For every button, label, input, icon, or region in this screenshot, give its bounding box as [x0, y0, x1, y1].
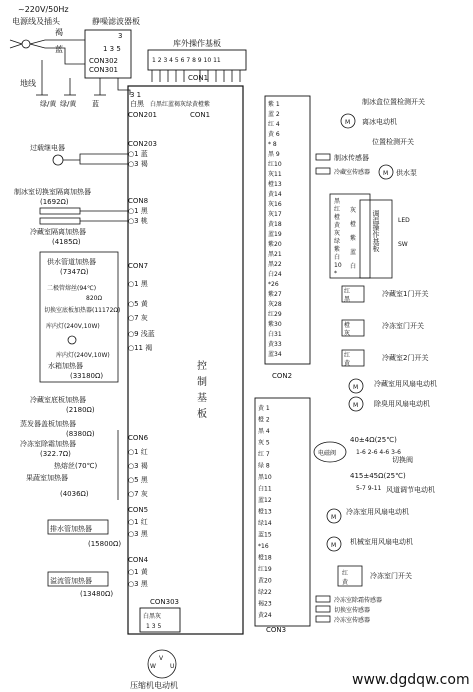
con2-pin: 灰11 — [268, 171, 282, 178]
overload-relay-label: 过载继电器 — [30, 144, 65, 152]
con7-pin9: ○9 浅蓝 — [128, 330, 155, 338]
plug-label: 电源线及插头 — [12, 17, 60, 26]
machine-fan-label: 机械室用风扇电动机 — [350, 538, 413, 546]
con3-label: CON3 — [266, 626, 287, 634]
lamp1-label: 库内灯(240V,10W) — [46, 323, 100, 330]
con4-pin1: ○1 黄 — [128, 568, 148, 576]
defrost-sensor-label: 冷冻室除霜传感器 — [334, 597, 383, 604]
evap-heater-label: 蒸发器盖板加热器 — [20, 420, 76, 428]
con203-pin3: ○3 褐 — [128, 160, 148, 168]
con201-pins: 3 1 — [130, 91, 142, 99]
con3-pin: 绿22 — [258, 589, 272, 596]
svg-text:M: M — [331, 514, 337, 521]
con7-label: CON7 — [128, 262, 149, 270]
blue-label-2: 蓝 — [92, 100, 99, 108]
led-board-color-right: 灰 — [350, 207, 357, 214]
led-board-color-right: 蓝 — [350, 249, 357, 256]
switch-valve-label: 切换阀 — [392, 456, 413, 464]
ext-board-title: 库外操作基板 — [173, 39, 221, 48]
con303-label: CON303 — [150, 598, 179, 606]
ice-sensor-icon — [316, 154, 330, 160]
vegetable-heater-ohm: (4036Ω) — [60, 490, 89, 498]
led-board-color-left: 橙 — [334, 214, 341, 221]
con2-pin: 红 4 — [268, 121, 280, 128]
con3-pin: 白11 — [258, 485, 272, 493]
led-board-color-left: 10 — [334, 262, 342, 269]
voltage-label: ~220V/50Hz — [18, 5, 69, 14]
overflow-heater-label: 溢流管加热器 — [50, 577, 92, 585]
ground-label: 地线 — [20, 79, 36, 88]
con7-pin7: ○7 灰 — [128, 314, 148, 322]
fridge-door1-label: 冷藏室1门开关 — [382, 290, 429, 298]
con4-label: CON4 — [128, 556, 149, 564]
water-tank-heater-label: 水箱加热器 — [48, 362, 83, 370]
drain-heater-ohm: (15800Ω) — [88, 540, 122, 548]
con3-pin: 红 7 — [258, 451, 270, 458]
fridge-door2-label: 冷藏室2门开关 — [382, 354, 429, 362]
led-board-color-left: 灰 — [334, 230, 341, 237]
con2-pin: 黄 6 — [268, 131, 280, 138]
con2-pin: 紫30 — [268, 321, 282, 328]
terminal-w: W — [150, 663, 156, 670]
thermal-fuse-label: 热熔丝(70℃) — [54, 462, 98, 470]
water-tank-heater-ohm: (33180Ω) — [70, 372, 104, 380]
con3-pin: 红19 — [258, 566, 272, 573]
con2-pin: 黄14 — [268, 191, 282, 198]
con3-pin: 橙13 — [258, 508, 272, 516]
water-pipe-heater-label: 供水管道加热器 — [47, 258, 96, 266]
valve-pins2: 5-7 9-11 — [356, 485, 382, 492]
con301-label: CON301 — [89, 66, 118, 74]
con2-pin: 红29 — [268, 311, 282, 318]
con3-pin: 黄20 — [258, 577, 272, 585]
filter-title: 静噪滤波器板 — [92, 17, 140, 26]
con2-pin: 紫20 — [268, 241, 282, 248]
ext-board-pins: 1 2 3 4 5 6 7 8 9 10 11 — [152, 57, 221, 64]
temp-board-label: 调温操作基板 — [372, 210, 380, 252]
con2-pin: 白24 — [268, 271, 282, 278]
ext-con1-label: CON1 — [188, 74, 209, 82]
switch-heater-label: 制冰室切换室隔离加热器 — [14, 188, 91, 196]
door2-color-orange: 橙 — [344, 322, 351, 329]
con2-pin: 红10 — [268, 161, 282, 168]
water-pipe-heater-ohm: (7347Ω) — [60, 268, 89, 276]
con2-pin-list — [268, 100, 282, 358]
switch-heater-ohm: (1692Ω) — [40, 198, 69, 206]
led-board-color-left: 黄 — [334, 222, 341, 229]
freezer-sensor-label: 冷冻室传感器 — [334, 617, 371, 624]
con6-pin5: ○5 黑 — [128, 476, 148, 484]
evap-heater-ohm: (8380Ω) — [66, 430, 95, 438]
defrost-heater-label: 冷冻室除霜加热器 — [20, 440, 76, 448]
con3-pin: 绿 8 — [258, 462, 270, 470]
position-switch-label: 位置检测开关 — [372, 138, 414, 146]
control-board-title: 控制基板 — [194, 360, 206, 424]
led-board-color-left: * — [334, 270, 337, 277]
con2-pin: 灰28 — [268, 301, 282, 308]
door3-color-yellow: 黄 — [344, 360, 351, 367]
fridge-fan-label: 冷藏室用风扇电动机 — [374, 380, 437, 388]
con3-pin: 蓝15 — [258, 531, 272, 539]
door1-color-red: 红 — [344, 288, 351, 295]
con2-pin: 紫27 — [268, 291, 282, 298]
led-board-color-right: 白 — [350, 263, 357, 270]
left-connectors — [14, 140, 157, 598]
con2-pin: 蓝 2 — [268, 111, 280, 118]
led-label: LED — [398, 217, 410, 224]
diode-fuse-label: 二极管熔丝(94℃) — [47, 285, 97, 292]
green-yellow-label: 绿/黄 — [60, 100, 77, 108]
con2-pin: * 8 — [268, 141, 277, 148]
fridge-heater-ohm: (4185Ω) — [52, 238, 81, 246]
con303-pins: 1 3 5 — [146, 623, 162, 630]
freezer-door-color-yellow: 黄 — [342, 579, 349, 586]
switch-floor-heater-label: 切换室底板加热器(11172Ω) — [44, 307, 121, 314]
led-board-color-left: 白 — [334, 254, 341, 261]
con2-pin: 紫 1 — [268, 101, 280, 108]
ice-motor-label: 离冰电动机 — [362, 118, 397, 126]
fridge-floor-heater-label: 冷藏室底板加热器 — [30, 396, 86, 404]
vegetable-heater-label: 果蔬室加热器 — [26, 474, 68, 482]
sw-label: SW — [398, 241, 408, 248]
con3-pin: 橙18 — [258, 554, 272, 562]
con2-pin: 灰17 — [268, 211, 282, 218]
terminal-v: V — [159, 655, 164, 662]
ground-color-label: 绿/黄 — [40, 100, 57, 108]
defrost-heater-ohm: (322.7Ω) — [40, 450, 71, 458]
freezer-fan-label: 冷冻室用风扇电动机 — [346, 508, 409, 516]
con203-label: CON203 — [128, 140, 157, 148]
con3-pin: 橙 2 — [258, 416, 270, 424]
freezer-door-switch-label: 冷冻室门开关 — [370, 572, 412, 580]
con302-label: CON302 — [89, 57, 118, 65]
con5-pin3: ○3 黑 — [128, 530, 148, 538]
fridge-sensor-icon — [316, 168, 330, 174]
con2-pin: 黑22 — [268, 261, 282, 268]
con2-pin: 橙13 — [268, 181, 282, 188]
con8-pin1: ○1 黑 — [128, 207, 148, 215]
filter-pin-top: 3 — [118, 32, 123, 40]
con4-pin3: ○3 黑 — [128, 580, 148, 588]
plug-icon — [10, 40, 30, 48]
terminal-u: U — [170, 663, 175, 670]
led-board-color-right: 紫 — [350, 235, 357, 242]
con2-pin: *26 — [268, 281, 279, 288]
valve-pins1: 1-6 2-6 4-6 3-6 — [356, 449, 401, 456]
con1-colors: 白黑红蓝褐灰绿黄橙紫 — [150, 101, 211, 108]
con3-pin: 褐23 — [258, 600, 272, 608]
con3-pin: 黄24 — [258, 612, 272, 619]
con3-pin: 黄 1 — [258, 405, 270, 412]
con3-pin: 蓝12 — [258, 497, 272, 504]
con5-label: CON5 — [128, 506, 149, 514]
ice-box-switch-label: 制冰盒位置检测开关 — [362, 98, 425, 106]
resistor-820-label: 820Ω — [86, 295, 103, 302]
drain-heater-label: 排水管加热器 — [50, 525, 92, 533]
water-pump-label: 供水泵 — [396, 169, 417, 177]
svg-text:M: M — [345, 119, 351, 126]
brown-wire-label: 褐 — [55, 28, 63, 37]
switch-sensor-label: 切换室传感器 — [334, 607, 371, 614]
con7-pin11: ○11 褐 — [128, 344, 153, 352]
right-components — [314, 97, 437, 624]
ice-sensor-label: 制冰传感器 — [334, 154, 369, 162]
con2-pin: 蓝34 — [268, 351, 282, 358]
con3-pin: 黑10 — [258, 474, 272, 481]
con3-pin: 黑 4 — [258, 428, 270, 435]
led-board-color-left: 紫 — [334, 246, 341, 253]
con201-colors: 白黑 — [130, 100, 144, 108]
control-board — [128, 86, 243, 634]
con6-pin3: ○3 褐 — [128, 462, 148, 470]
con6-pin7: ○7 灰 — [128, 490, 148, 498]
svg-text:M: M — [331, 542, 337, 549]
watermark: www.dgdqw.com — [352, 672, 470, 688]
svg-text:M: M — [353, 384, 359, 391]
led-board-color-left: 红 — [334, 206, 341, 213]
deodor-fan-label: 除臭用风扇电动机 — [374, 400, 430, 408]
con3-pin: 灰 5 — [258, 439, 270, 447]
con7-pin1: ○1 黑 — [128, 280, 148, 288]
r1-label: 40±4Ω(25℃) — [350, 436, 397, 444]
con3-pin: 绿14 — [258, 520, 272, 527]
con5-pin1: ○1 红 — [128, 518, 148, 526]
led-board-color-right: 橙 — [350, 221, 357, 228]
r2-label: 415±45Ω(25℃) — [350, 472, 406, 480]
fridge-sensor-label: 冷藏室传感器 — [334, 169, 371, 176]
svg-text:M: M — [353, 402, 359, 409]
con1-board-label: CON1 — [190, 111, 211, 119]
con6-pin1: ○1 红 — [128, 448, 148, 456]
con2-pin: 白31 — [268, 331, 282, 338]
con8-label: CON8 — [128, 197, 149, 205]
fridge-floor-heater-ohm: (2180Ω) — [66, 406, 95, 414]
blue-wire-label: 蓝 — [55, 45, 63, 54]
con2-pin: 黑21 — [268, 251, 282, 258]
con303-colors: 白黑灰 — [143, 613, 162, 620]
compressor-label: 压缩机电动机 — [130, 681, 178, 690]
con2-pin: 灰16 — [268, 201, 282, 208]
con8-pin3: ○3 桃 — [128, 217, 148, 225]
lamp2-label: 库内灯(240V,10W) — [56, 352, 110, 359]
con2-pin: 黑 9 — [268, 151, 280, 158]
con3-pin-list — [258, 404, 272, 619]
con2-pin: 黄18 — [268, 221, 282, 228]
con2-label: CON2 — [272, 372, 293, 380]
con2-pin: 蓝19 — [268, 231, 282, 238]
door3-color-red: 红 — [344, 352, 351, 359]
solenoid-label: 电磁阀 — [318, 450, 337, 457]
con6-label: CON6 — [128, 434, 149, 442]
door1-color-black: 黑 — [344, 296, 351, 303]
damper-label: 风道调节电动机 — [386, 486, 435, 494]
led-board-color-left: 绿 — [334, 238, 341, 245]
filter-pins-bottom: 1 3 5 — [103, 45, 121, 53]
con2-pin: 黄33 — [268, 341, 282, 348]
freezer-door-color-red: 红 — [342, 570, 349, 577]
led-board-color-left: 黑 — [334, 198, 341, 205]
fridge-heater-label: 冷藏室隔离加热器 — [30, 228, 86, 236]
con201-label: CON201 — [128, 111, 157, 119]
freezer-door-label: 冷冻室门开关 — [382, 322, 424, 330]
con7-pin5: ○5 黄 — [128, 300, 148, 308]
con203-pin1: ○1 蓝 — [128, 150, 148, 158]
overflow-heater-ohm: (13480Ω) — [80, 590, 114, 598]
door2-color-gray: 灰 — [344, 330, 351, 337]
con3-pin: *16 — [258, 543, 269, 550]
svg-text:M: M — [383, 170, 389, 177]
